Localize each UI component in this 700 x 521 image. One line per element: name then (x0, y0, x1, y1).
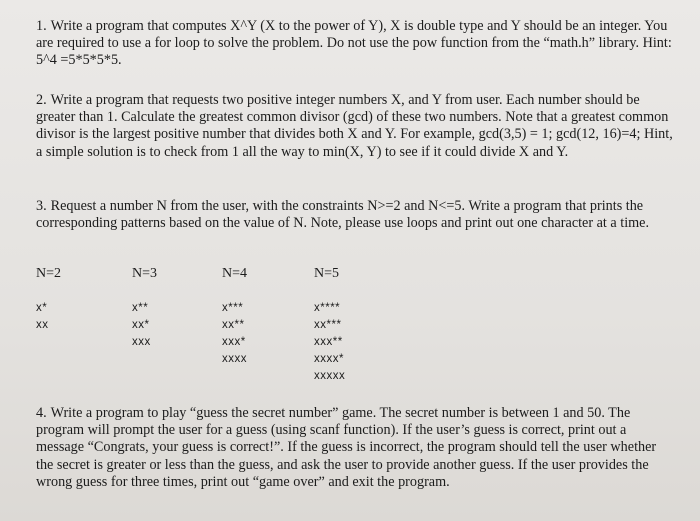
question-1 (36, 18, 676, 70)
pattern-header: N=5 (314, 266, 340, 281)
question-text: Write a program to play “guess the secret number” game. The secret number is between 1 and 50. The program will prompt the user for a guess (using scanf function). If the user’s guess is correct, print out a message “Congrats, your guess is correct!”. If the guess is incorrect, the program should tell the user whether the secret is greater or less than the guess, and ask the user to provide another guess. If the user provides the wrong guess for three times, print out “game over” and exit the program. (36, 405, 657, 490)
pattern-row: xxxx* (314, 353, 344, 365)
pattern-row: xx* (132, 319, 150, 331)
pattern-row: x**** (314, 302, 341, 314)
pattern-row: xx (36, 319, 49, 331)
question-text: Request a number N from the user, with the constraints N>=2 and N<=5. Write a program that prints the corresponding patterns based on the value of N. Note, please use loops and print out one character at a time. (36, 198, 650, 232)
pattern-row: xx*** (314, 319, 342, 331)
pattern-row: xxxx (222, 353, 247, 365)
pattern-row: x* (36, 302, 48, 314)
question-number: 1. (36, 18, 47, 34)
pattern-header: N=4 (222, 266, 248, 281)
pattern-column-n3 (132, 266, 157, 351)
pattern-header: N=3 (132, 266, 158, 281)
pattern-row: xxx** (314, 336, 343, 348)
pattern-column-n4 (222, 266, 247, 368)
pattern-row: xxx (132, 336, 151, 348)
pattern-row: xxxxx (314, 370, 346, 382)
pattern-row: x** (132, 302, 149, 314)
question-number: 4. (36, 405, 47, 421)
pattern-column-n2 (36, 266, 61, 334)
pattern-column-n5 (314, 266, 345, 385)
question-3 (36, 198, 676, 232)
question-text: Write a program that computes X^Y (X to the power of Y), X is double type and Y should be an integer. You are required to use a for loop to solve the problem. Do not use the pow function from the “math.h” library. Hint: 5^4 =5*5*5*5. (36, 18, 672, 69)
question-number: 3. (36, 198, 47, 214)
pattern-row: x*** (222, 302, 244, 314)
question-2 (36, 92, 676, 161)
question-text: Write a program that requests two positive integer numbers X, and Y from user. Each number should be greater than 1. Calculate the greatest common divisor (gcd) of these two numbers. Note that a greatest common divisor is the largest positive number that divides both X and Y. For example, gcd(3,5) = 1; gcd(12, 16)=4; Hint, a simple solution is to check from 1 all the way to min(X, Y) to see if it could divide X and Y. (36, 92, 673, 160)
pattern-row: xxx* (222, 336, 246, 348)
question-number: 2. (36, 92, 47, 108)
pattern-table (36, 266, 436, 396)
pattern-header: N=2 (36, 266, 62, 281)
question-4 (36, 405, 676, 491)
pattern-row: xx** (222, 319, 245, 331)
